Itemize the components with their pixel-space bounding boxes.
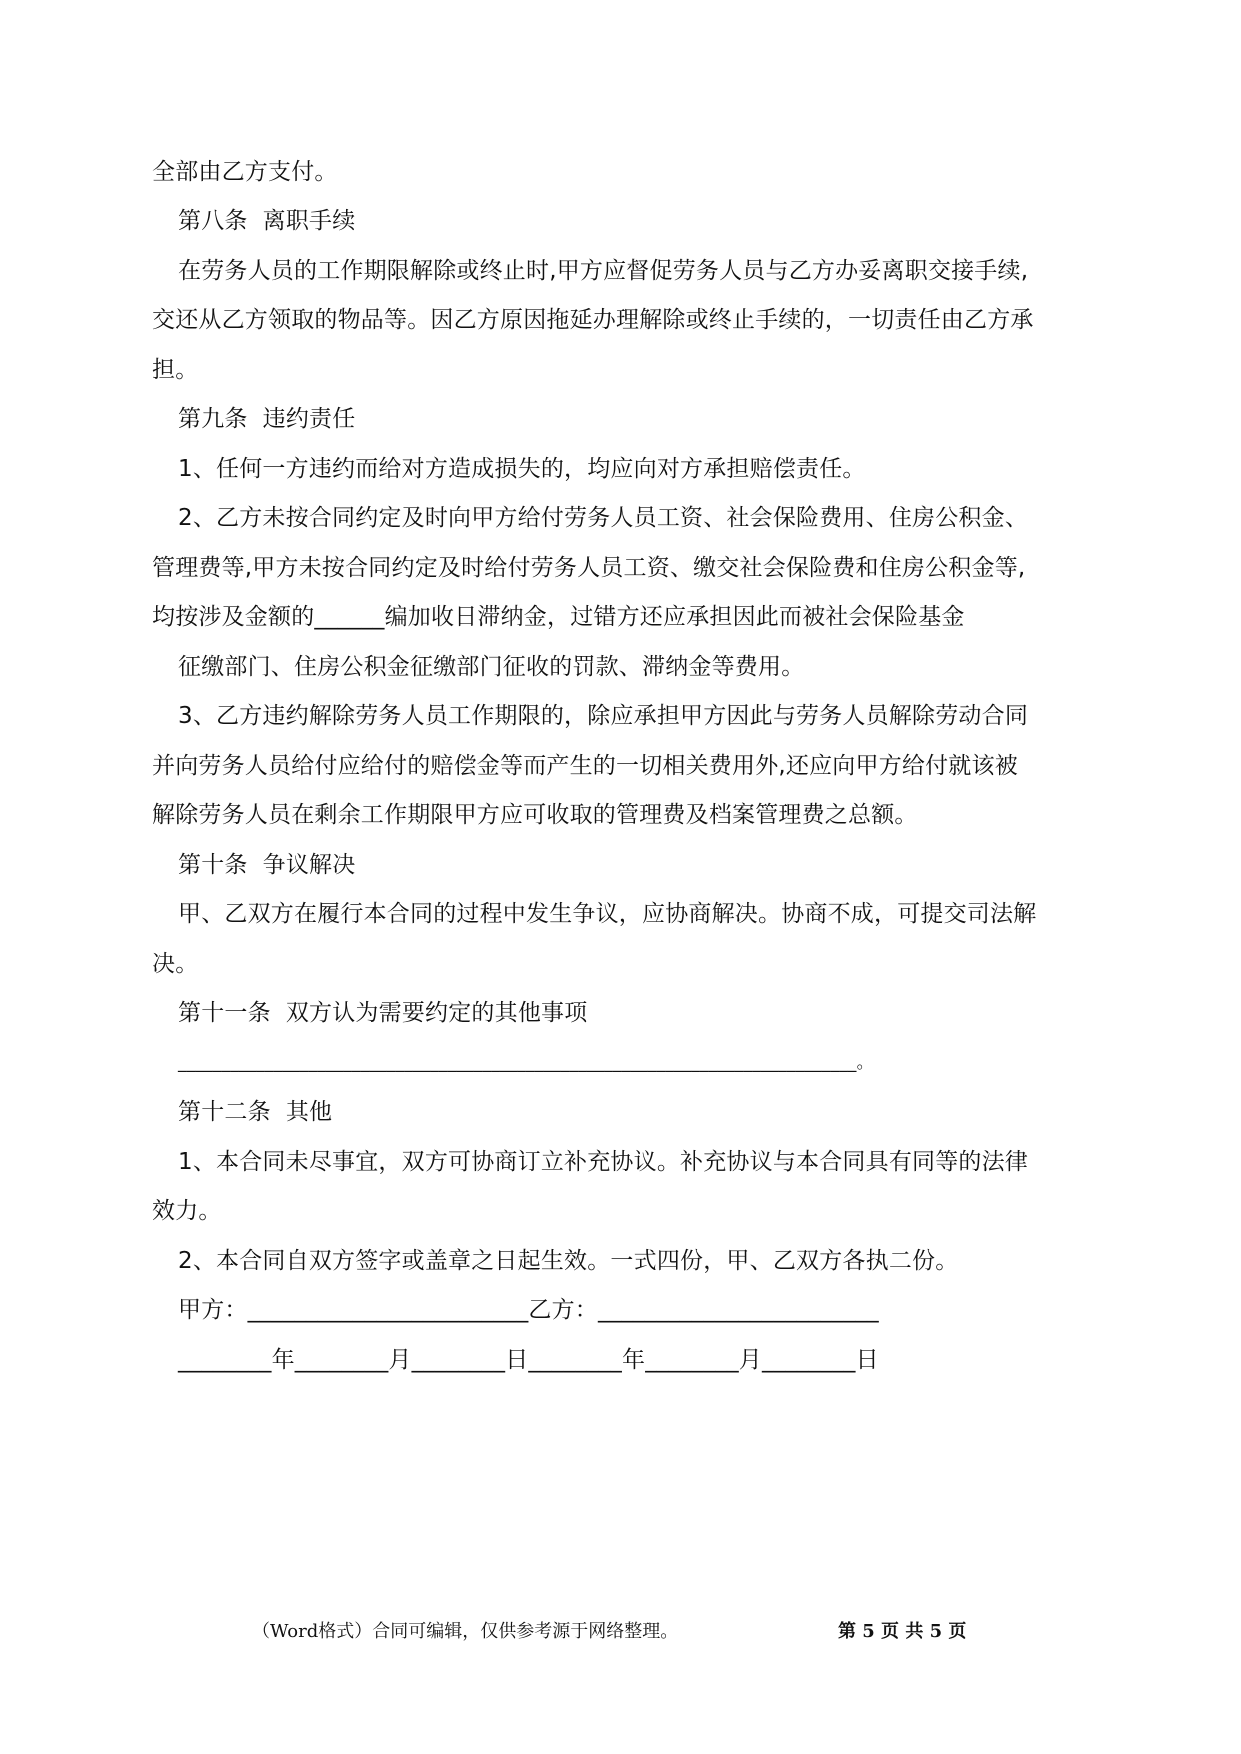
page-number: 第 5 页 共 5 页 xyxy=(838,1621,967,1642)
footer-note: （Word格式）合同可编辑，仅供参考源于网络整理。 xyxy=(252,1621,679,1642)
article-heading: 第十条 争议解决 xyxy=(178,852,356,878)
paragraph-line: 担。 xyxy=(152,357,199,383)
paragraph-line: 1、任何一方违约而给对方造成损失的，均应向对方承担赔偿责任。 xyxy=(178,456,866,482)
paragraph-line: 征缴部门、住房公积金征缴部门征收的罚款、滞纳金等费用。 xyxy=(178,654,805,680)
blank-fill-line: ______________________________________________________________________________。 xyxy=(178,1053,874,1073)
paragraph-line: 决。 xyxy=(152,951,199,977)
paragraph-line: 解除劳务人员在剩余工作期限甲方应可收取的管理费及档案管理费之总额。 xyxy=(152,802,918,828)
date-line: ________年________月________日________年________月________日 xyxy=(178,1347,879,1373)
signature-line: 甲方：________________________乙方：________________________ xyxy=(178,1297,879,1323)
paragraph-line: 甲、乙双方在履行本合同的过程中发生争议，应协商解决。协商不成，可提交司法解 xyxy=(178,901,1037,927)
paragraph-line: 3、乙方违约解除劳务人员工作期限的，除应承担甲方因此与劳务人员解除劳动合同 xyxy=(178,703,1029,729)
paragraph-line: 2、乙方未按合同约定及时向甲方给付劳务人员工资、社会保险费用、住房公积金、 xyxy=(178,505,1029,531)
article-heading: 第十一条 双方认为需要约定的其他事项 xyxy=(178,1000,588,1026)
paragraph-line: 交还从乙方领取的物品等。因乙方原因拖延办理解除或终止手续的，一切责任由乙方承 xyxy=(152,307,1034,333)
article-heading: 第八条 离职手续 xyxy=(178,208,356,234)
article-heading: 第十二条 其他 xyxy=(178,1099,333,1125)
article-heading: 第九条 违约责任 xyxy=(178,406,356,432)
paragraph-line: 均按涉及金额的______编加收日滞纳金，过错方还应承担因此而被社会保险基金 xyxy=(152,604,965,630)
paragraph-line: 效力。 xyxy=(152,1198,222,1224)
paragraph-line: 管理费等,甲方未按合同约定及时给付劳务人员工资、缴交社会保险费和住房公积金等, xyxy=(152,555,1026,581)
paragraph-line: 1、本合同未尽事宜，双方可协商订立补充协议。补充协议与本合同具有同等的法律 xyxy=(178,1149,1029,1175)
paragraph-line: 全部由乙方支付。 xyxy=(152,159,338,185)
paragraph-line: 2、本合同自双方签字或盖章之日起生效。一式四份，甲、乙双方各执二份。 xyxy=(178,1248,959,1274)
paragraph-line: 并向劳务人员给付应给付的赔偿金等而产生的一切相关费用外,还应向甲方给付就该被 xyxy=(152,753,1018,779)
paragraph-line: 在劳务人员的工作期限解除或终止时,甲方应督促劳务人员与乙方办妥离职交接手续, xyxy=(178,258,1029,284)
